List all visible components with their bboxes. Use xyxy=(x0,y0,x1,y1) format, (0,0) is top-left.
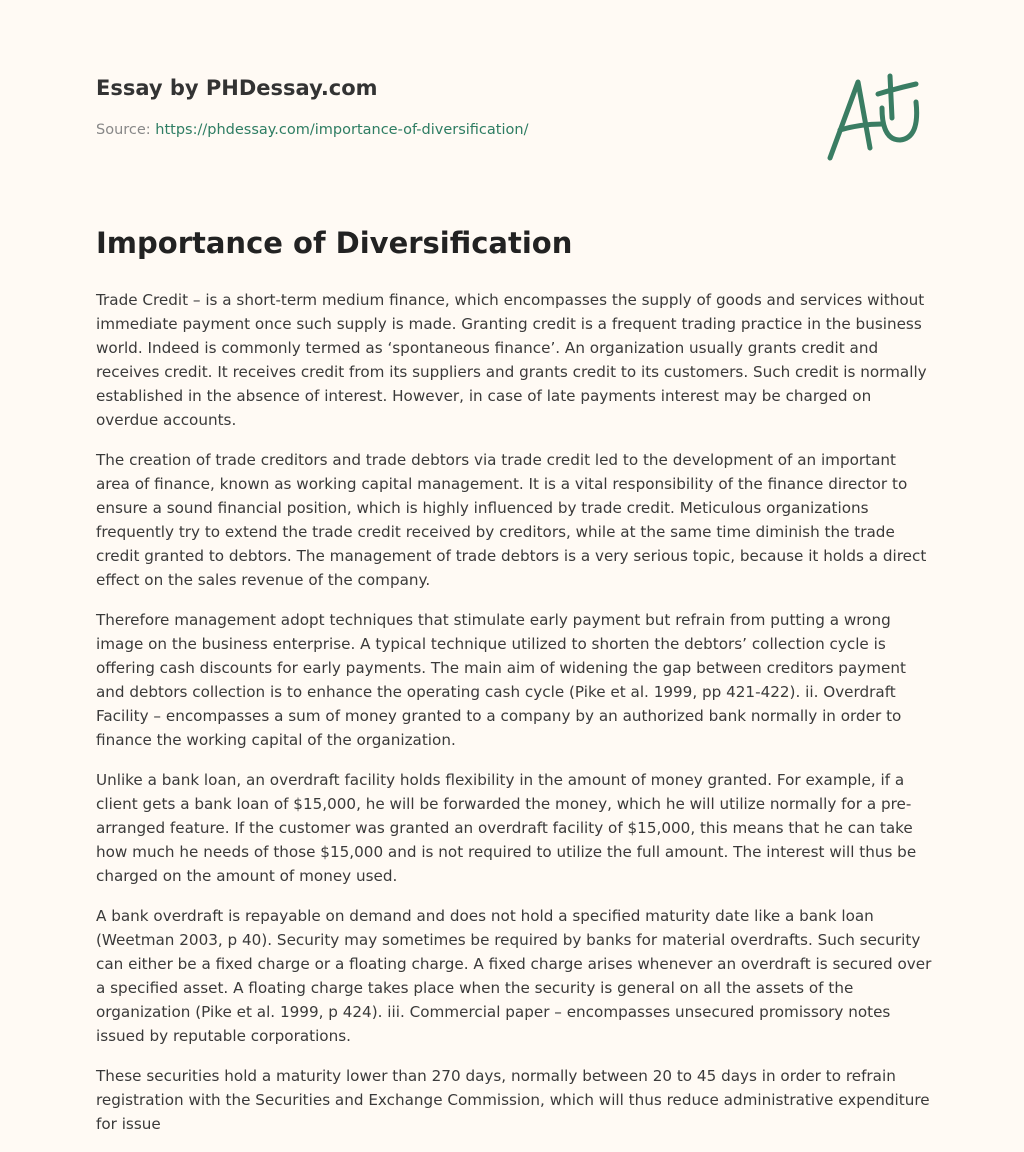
article xyxy=(96,226,932,1152)
header xyxy=(96,76,528,138)
source-label: Source: xyxy=(96,122,151,138)
paragraph: These securities hold a maturity lower than 270 days, normally between 20 to 45 days in order to refrain registration with the Securities and Exchange Commission, which will thus reduce administrative expenditure for issue xyxy=(96,1067,930,1133)
source-link[interactable]: https://phdessay.com/importance-of-diversification/ xyxy=(155,122,529,138)
source-line xyxy=(96,122,528,138)
paragraph: Unlike a bank loan, an overdraft facility holds flexibility in the amount of money granted. For example, if a client gets a bank loan of $15,000, he will be forwarded the money, which he will utilize normally for a pre-arranged feature. If the customer was granted an overdraft facility of $15,000, this means that he can take how much he needs of those $15,000 and is not required to utilize the full amount. The interest will thus be charged on the amount of money used. xyxy=(96,771,917,885)
paragraph: Trade Credit – is a short-term medium finance, which encompasses the supply of goods and services without immediate payment once such supply is made. Granting credit is a frequent trading practice in the business world. Indeed is commonly termed as ‘spontaneous finance’. An organization usually grants credit and receives credit. It receives credit from its suppliers and grants credit to its customers. Such credit is normally established in the absence of interest. However, in case of late payments interest may be charged on overdue accounts. xyxy=(96,291,927,429)
paragraph: The creation of trade creditors and trade debtors via trade credit led to the development of an important area of finance, known as working capital management. It is a vital responsibility of the finance director to ensure a sound financial position, which is highly influenced by trade credit. Meticulous organizations frequently try to extend the trade credit received by creditors, while at the same time diminish the trade credit granted to debtors. The management of trade debtors is a very serious topic, because it holds a direct effect on the sales revenue of the company. xyxy=(96,451,927,589)
paragraph: A bank overdraft is repayable on demand and does not hold a specified maturity date like a bank loan (Weetman 2003, p 40). Security may sometimes be required by banks for material overdrafts. Such security can either be a fixed charge or a floating charge. A fixed charge arises whenever an overdraft is secured over a specified asset. A floating charge takes place when the security is general on all the assets of the organization (Pike et al. 1999, p 424). iii. Commercial paper – encompasses unsecured promissory notes issued by reputable corporations. xyxy=(96,907,932,1045)
article-title: Importance of Diversification xyxy=(96,226,573,260)
brand-title: Essay by PHDessay.com xyxy=(96,76,378,100)
a-plus-logo xyxy=(820,68,930,168)
paragraph: Therefore management adopt techniques that stimulate early payment but refrain from putting a wrong image on the business enterprise. A typical technique utilized to shorten the debtors’ collection cycle is offering cash discounts for early payments. The main aim of widening the gap between creditors payment and debtors collection is to enhance the operating cash cycle (Pike et al. 1999, pp 421-422). ii. Overdraft Facility – encompasses a sum of money granted to a company by an authorized bank normally in order to finance the working capital of the organization. xyxy=(96,611,906,749)
